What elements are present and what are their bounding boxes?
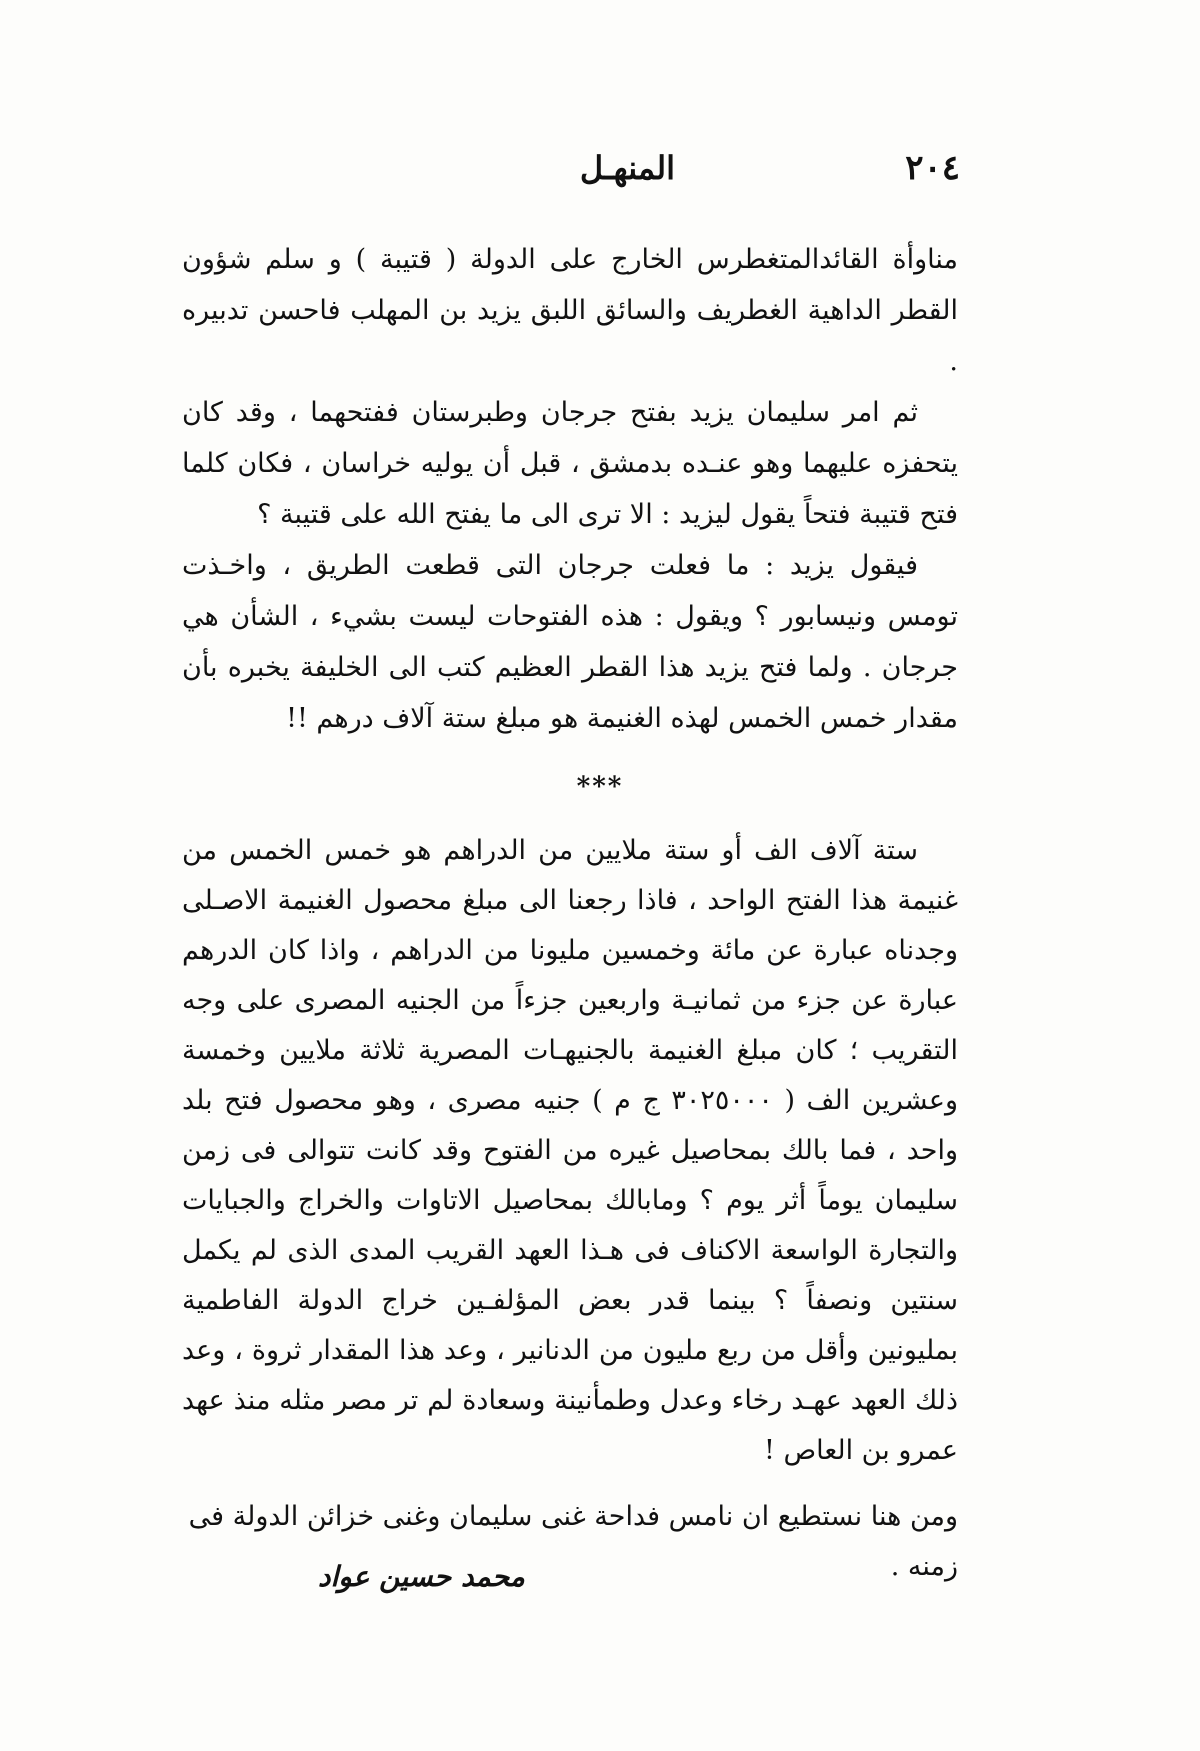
page-number: ٢٠٤ (905, 148, 960, 188)
paragraph-4: ستة آلاف الف أو ستة ملايين من الدراهم هو خمس الخمس من غنيمة هذا الفتح الواحد ، فاذا رجعنا الى مبلغ محصول الغنيمة الاصـلى وجدناه عبارة عن مائة وخمسين مليونا من الدراهم ، واذا كان الدرهم عبارة عن جزء من ثمانيـة واربعين جزءاً من الجنيه المصرى على وجه التقريب ؛ كان مبلغ الغنيمة بالجنيهـات المصرية ثلاثة ملايين وخمسة وعشرين الف ( ٣٠٢٥٠٠٠ ج م ) جنيه مصرى ، وهو محصول فتح بلد واحد ، فما بالك بمحاصيل غيره من الفتوح وقد كانت تتوالى فى زمن سليمان يوماً أثر يوم ؟ ومابالك بمحاصيل الاتاوات والخراج والجبايات والتجارة الواسعة الاكناف فى هـذا العهد القريب المدى الذى لم يكمل سنتين ونصفاً ؟ بينما قدر بعض المؤلفـين خراج الدولة الفاطمية بمليونين وأقل من ربع مليون من الدنانير ، وعد هذا المقدار ثروة ، وعد ذلك العهد عهـد رخاء وعدل وطمأنينة وسعادة لم تر مصر مثله منذ عهد عمرو بن العاص ! (182, 835, 959, 1466)
page-header (180, 138, 960, 198)
paragraph-3: فيقول يزيد : ما فعلت جرجان التى قطعت الطريق ، واخـذت تومس ونيسابور ؟ ويقول : هذه الفتوحات ليست بشيء ، الشأن هي جرجان . ولما فتح يزيد هذا القطر العظيم كتب الى الخليفة يخبره بأن مقدار خمس الخمس لهذه الغنيمة هو مبلغ ستة آلاف درهم !! (182, 550, 958, 734)
author-signature: محمد حسين عواد (318, 1560, 525, 1593)
running-title: المنهـل (579, 149, 675, 187)
paragraph-1: مناوأة القائدالمتغطرس الخارج على الدولة ( قتيبة ) و سلم شؤون القطر الداهية الغطريف والسائق اللبق يزيد بن المهلب فاحسن تدبيره . (182, 244, 958, 377)
closing-paragraph: ومن هنا نستطيع ان نامس فداحة غنى سليمان وغنى خزائن الدولة فى زمنه . (188, 1501, 958, 1582)
section-1 (182, 234, 958, 744)
section-separator: *** (576, 772, 624, 802)
section-2 (182, 826, 958, 1476)
paragraph-2: ثم امر سليمان يزيد بفتح جرجان وطبرستان ففتحهما ، وقد كان يتحفزه عليهما وهو عنـده بدمشق ، قبل أن يوليه خراسان ، فكان كلما فتح قتيبة فتحاً يقول ليزيد : الا ترى الى ما يفتح الله على قتيبة ؟ (182, 397, 958, 530)
